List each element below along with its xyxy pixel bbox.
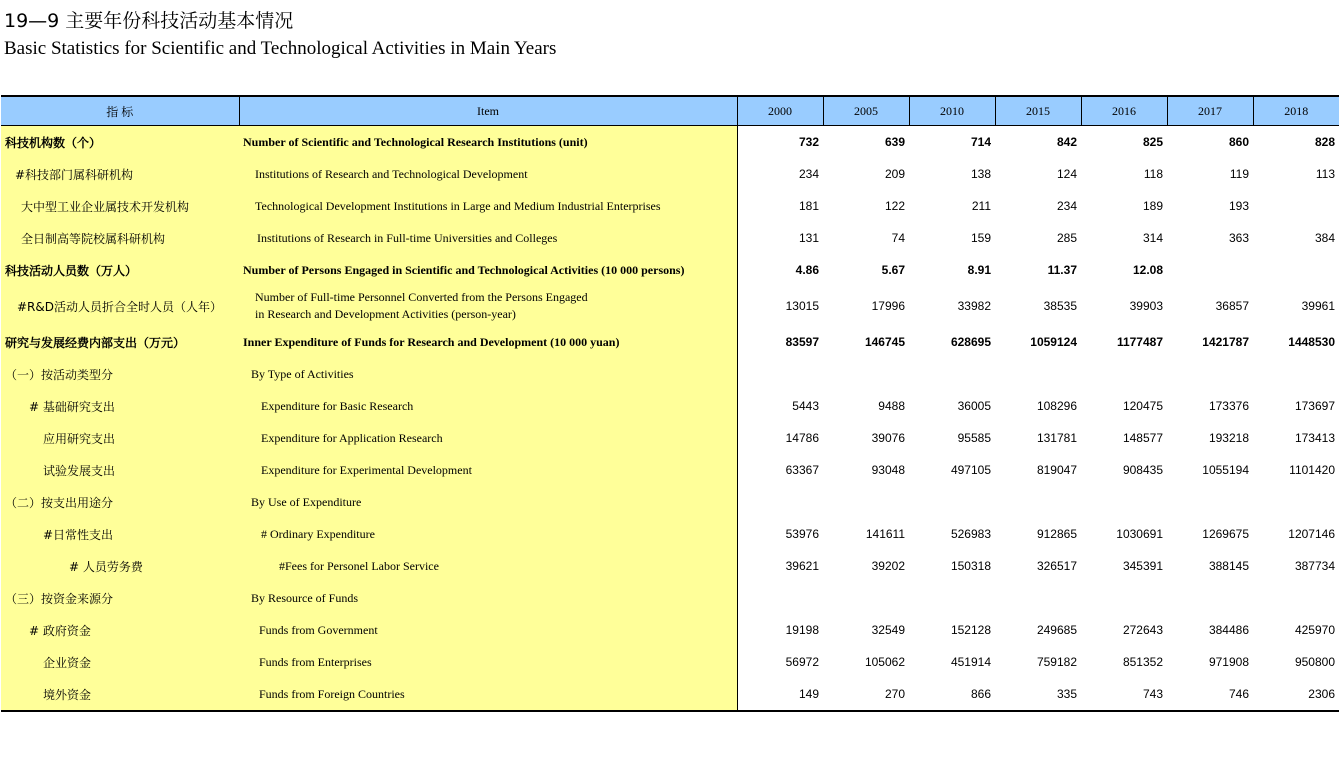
table-row (1, 518, 1339, 550)
indicator-cn-cell: #日常性支出 (1, 518, 239, 550)
value-cell-2018 (1253, 190, 1339, 222)
header-year: 2010 (909, 96, 995, 126)
value-cell-2015: 759182 (1036, 655, 1077, 669)
value-cell-2000: 131 (798, 231, 819, 245)
item-en-cell (239, 326, 737, 358)
value-cell-2016: 39903 (1129, 299, 1163, 313)
header-item: Item (239, 96, 737, 126)
value-cell-2005: 39202 (871, 559, 905, 573)
value-cell-2017: 193218 (1208, 431, 1249, 445)
table-body (1, 126, 1339, 712)
value-cell-2010 (909, 486, 995, 518)
item-en-cell (239, 550, 737, 582)
item-en-cell (239, 358, 737, 390)
item-en-cell (239, 190, 737, 222)
value-cell-2017: 36857 (1215, 299, 1249, 313)
value-cell-2016 (1081, 486, 1167, 518)
value-cell-2015: 842 (1056, 135, 1077, 149)
indicator-cn-cell: 境外资金 (1, 678, 239, 711)
value-cell-2010: 33982 (957, 299, 991, 313)
value-cell-2005: 122 (884, 199, 905, 213)
table-row (1, 646, 1339, 678)
item-en-cell (239, 286, 737, 326)
value-cell-2010: 866 (970, 687, 991, 701)
value-cell-2018: 950800 (1294, 655, 1335, 669)
value-cell-2005: 146745 (864, 335, 905, 349)
item-en-line: Number of Persons Engaged in Scientific and Technological Activities (10 000 persons) (243, 262, 685, 277)
value-cell-2005 (823, 486, 909, 518)
value-cell-2018: 2306 (1308, 687, 1335, 701)
table-row (1, 582, 1339, 614)
indicator-cn-cell: 企业资金 (1, 646, 239, 678)
item-en-line: Number of Full-time Personnel Converted from the Persons Engaged (255, 290, 588, 304)
item-en-cell (239, 454, 737, 486)
value-cell-2015: 1059124 (1030, 335, 1077, 349)
page-subtitle: Basic Statistics for Scientific and Technological Activities in Main Years (4, 38, 557, 59)
header-year: 2018 (1253, 96, 1339, 126)
value-cell-2015: 819047 (1036, 463, 1077, 477)
value-cell-2018: 387734 (1294, 559, 1335, 573)
indicator-cn-cell: 试验发展支出 (1, 454, 239, 486)
statistics-table (1, 95, 1339, 712)
value-cell-2018: 384 (1314, 231, 1335, 245)
item-en-cell (239, 126, 737, 159)
item-en-line: By Resource of Funds (251, 590, 358, 605)
value-cell-2015: 11.37 (1047, 263, 1077, 277)
value-cell-2015: 249685 (1036, 623, 1077, 637)
item-en-line: Institutions of Research in Full-time Universities and Colleges (257, 230, 558, 245)
value-cell-2010 (909, 358, 995, 390)
item-en-cell (239, 222, 737, 254)
item-en-line: By Use of Expenditure (251, 494, 362, 509)
value-cell-2016 (1081, 582, 1167, 614)
value-cell-2018: 1207146 (1288, 527, 1335, 541)
item-en-line: #Fees for Personel Labor Service (279, 558, 439, 573)
value-cell-2010: 8.91 (967, 263, 991, 277)
table-row (1, 326, 1339, 358)
value-cell-2010: 36005 (957, 399, 991, 413)
indicator-cn-cell: # 人员劳务费 (1, 550, 239, 582)
value-cell-2015: 326517 (1036, 559, 1077, 573)
item-en-cell (239, 646, 737, 678)
value-cell-2017: 384486 (1208, 623, 1249, 637)
value-cell-2017: 193 (1228, 199, 1249, 213)
indicator-cn-cell: 全日制高等院校属科研机构 (1, 222, 239, 254)
table-row (1, 390, 1339, 422)
value-cell-2016: 908435 (1122, 463, 1163, 477)
table-row (1, 614, 1339, 646)
value-cell-2016: 118 (1143, 167, 1163, 181)
value-cell-2016: 189 (1142, 199, 1163, 213)
value-cell-2016: 1030691 (1116, 527, 1163, 541)
item-en-line: Funds from Government (259, 622, 378, 637)
item-en-cell (239, 678, 737, 711)
indicator-cn-cell: （二）按支出用途分 (1, 486, 239, 518)
value-cell-2018 (1253, 358, 1339, 390)
table-row (1, 222, 1339, 254)
value-cell-2018: 1101420 (1289, 463, 1335, 477)
indicator-cn-cell: #科技部门属科研机构 (1, 158, 239, 190)
value-cell-2005: 17996 (871, 299, 905, 313)
value-cell-2000: 149 (798, 687, 819, 701)
header-indicator: 指 标 (1, 96, 239, 126)
item-en-line: Institutions of Research and Technological Development (255, 166, 528, 181)
value-cell-2016 (1081, 358, 1167, 390)
indicator-cn-cell: # 政府资金 (1, 614, 239, 646)
item-en-cell (239, 158, 737, 190)
item-en-cell (239, 486, 737, 518)
item-en-line: Expenditure for Basic Research (261, 398, 414, 413)
value-cell-2000: 234 (798, 167, 819, 181)
value-cell-2016: 120475 (1122, 399, 1163, 413)
value-cell-2017: 1421787 (1202, 335, 1249, 349)
header-year: 2015 (995, 96, 1081, 126)
value-cell-2000: 63367 (785, 463, 819, 477)
value-cell-2010: 211 (971, 199, 991, 213)
value-cell-2016: 825 (1142, 135, 1163, 149)
value-cell-2017: 119 (1229, 167, 1249, 181)
item-en-line: Funds from Enterprises (259, 654, 372, 669)
table-row (1, 678, 1339, 711)
value-cell-2000 (737, 582, 823, 614)
value-cell-2015: 912865 (1036, 527, 1077, 541)
value-cell-2015: 285 (1056, 231, 1077, 245)
table-row (1, 254, 1339, 286)
value-cell-2016: 1177487 (1116, 335, 1163, 349)
value-cell-2016: 345391 (1122, 559, 1163, 573)
value-cell-2018 (1253, 486, 1339, 518)
indicator-cn-cell: 科技机构数（个） (1, 126, 239, 159)
value-cell-2016: 743 (1142, 687, 1163, 701)
item-en-cell (239, 422, 737, 454)
value-cell-2016: 851352 (1122, 655, 1163, 669)
value-cell-2010: 526983 (950, 527, 991, 541)
item-en-cell (239, 254, 737, 286)
value-cell-2015: 38535 (1043, 299, 1077, 313)
table-row (1, 190, 1339, 222)
value-cell-2015 (995, 582, 1081, 614)
value-cell-2000: 39621 (785, 559, 819, 573)
indicator-cn-cell: 研究与发展经费内部支出（万元） (1, 326, 239, 358)
value-cell-2000: 14786 (785, 431, 819, 445)
value-cell-2015: 124 (1056, 167, 1077, 181)
table-row (1, 358, 1339, 390)
value-cell-2018: 173413 (1294, 431, 1335, 445)
value-cell-2018: 425970 (1294, 623, 1335, 637)
table-row (1, 454, 1339, 486)
value-cell-2000: 13015 (785, 299, 819, 313)
value-cell-2000 (737, 486, 823, 518)
value-cell-2005 (823, 358, 909, 390)
page-title: 19—9 主要年份科技活动基本情况 (4, 10, 294, 32)
item-en-line: Technological Development Institutions in Large and Medium Industrial Enterprises (255, 198, 661, 213)
value-cell-2005: 209 (884, 167, 905, 181)
item-en-line: Funds from Foreign Countries (259, 686, 405, 701)
value-cell-2017: 1055194 (1202, 463, 1249, 477)
value-cell-2018: 39961 (1301, 299, 1335, 313)
indicator-cn-cell: （一）按活动类型分 (1, 358, 239, 390)
table-row (1, 422, 1339, 454)
value-cell-2016: 12.08 (1132, 263, 1163, 277)
indicator-cn-cell: 大中型工业企业属技术开发机构 (1, 190, 239, 222)
value-cell-2017: 363 (1228, 231, 1249, 245)
value-cell-2017 (1167, 486, 1253, 518)
item-en-line: Expenditure for Experimental Development (261, 462, 472, 477)
value-cell-2018: 113 (1315, 167, 1335, 181)
table-row (1, 158, 1339, 190)
value-cell-2010: 138 (970, 167, 991, 181)
value-cell-2015: 234 (1056, 199, 1077, 213)
header-year: 2000 (737, 96, 823, 126)
value-cell-2010: 714 (970, 135, 991, 149)
value-cell-2000: 181 (798, 199, 819, 213)
indicator-cn-cell: （三）按资金来源分 (1, 582, 239, 614)
value-cell-2005: 93048 (871, 463, 905, 477)
value-cell-2017: 746 (1228, 687, 1249, 701)
value-cell-2015: 131781 (1036, 431, 1077, 445)
table-row (1, 486, 1339, 518)
value-cell-2018 (1253, 254, 1339, 286)
value-cell-2005: 32549 (871, 623, 905, 637)
item-en-line: Expenditure for Application Research (261, 430, 443, 445)
value-cell-2017: 971908 (1208, 655, 1249, 669)
value-cell-2010: 152128 (950, 623, 991, 637)
value-cell-2010 (909, 582, 995, 614)
table-row (1, 286, 1339, 326)
value-cell-2000: 5443 (792, 399, 819, 413)
value-cell-2018: 828 (1314, 135, 1335, 149)
value-cell-2010: 159 (970, 231, 991, 245)
indicator-cn-cell: 科技活动人员数（万人） (1, 254, 239, 286)
indicator-cn-cell: 应用研究支出 (1, 422, 239, 454)
value-cell-2005: 5.67 (881, 263, 905, 277)
value-cell-2005: 105062 (864, 655, 905, 669)
value-cell-2017: 860 (1228, 135, 1249, 149)
table-header-row (1, 96, 1339, 126)
value-cell-2017 (1167, 358, 1253, 390)
value-cell-2005: 39076 (871, 431, 905, 445)
value-cell-2005: 9488 (878, 399, 905, 413)
value-cell-2016: 272643 (1122, 623, 1163, 637)
value-cell-2010: 628695 (950, 335, 991, 349)
value-cell-2005 (823, 582, 909, 614)
value-cell-2010: 95585 (957, 431, 991, 445)
value-cell-2018: 1448530 (1288, 335, 1335, 349)
value-cell-2000: 53976 (785, 527, 819, 541)
item-en-cell (239, 518, 737, 550)
header-year: 2016 (1081, 96, 1167, 126)
indicator-cn-cell: #R&D活动人员折合全时人员（人年） (1, 286, 239, 326)
value-cell-2005: 141611 (865, 527, 905, 541)
value-cell-2005: 74 (891, 231, 905, 245)
value-cell-2015 (995, 358, 1081, 390)
value-cell-2017: 388145 (1208, 559, 1249, 573)
value-cell-2000 (737, 358, 823, 390)
value-cell-2016: 148577 (1122, 431, 1163, 445)
header-year: 2017 (1167, 96, 1253, 126)
indicator-cn-cell: # 基础研究支出 (1, 390, 239, 422)
value-cell-2005: 639 (884, 135, 905, 149)
item-en-line: Number of Scientific and Technological Research Institutions (unit) (243, 134, 588, 149)
item-en-line: in Research and Development Activities (person-year) (255, 307, 516, 321)
value-cell-2015 (995, 486, 1081, 518)
value-cell-2017: 173376 (1208, 399, 1249, 413)
value-cell-2000: 4.86 (795, 263, 819, 277)
value-cell-2017 (1167, 254, 1253, 286)
item-en-cell (239, 390, 737, 422)
value-cell-2015: 108296 (1036, 399, 1077, 413)
value-cell-2000: 732 (798, 135, 819, 149)
value-cell-2000: 83597 (785, 335, 819, 349)
value-cell-2000: 19198 (785, 623, 819, 637)
value-cell-2017: 1269675 (1202, 527, 1249, 541)
item-en-cell (239, 614, 737, 646)
value-cell-2017 (1167, 582, 1253, 614)
value-cell-2005: 270 (884, 687, 905, 701)
value-cell-2010: 150318 (950, 559, 991, 573)
item-en-cell (239, 582, 737, 614)
value-cell-2018: 173697 (1294, 399, 1335, 413)
item-en-line: By Type of Activities (251, 366, 354, 381)
item-en-line: # Ordinary Expenditure (261, 526, 375, 541)
value-cell-2016: 314 (1142, 231, 1163, 245)
value-cell-2015: 335 (1056, 687, 1077, 701)
value-cell-2000: 56972 (785, 655, 819, 669)
value-cell-2010: 497105 (950, 463, 991, 477)
value-cell-2010: 451914 (950, 655, 991, 669)
table-row (1, 126, 1339, 159)
item-en-line: Inner Expenditure of Funds for Research and Development (10 000 yuan) (243, 334, 620, 349)
value-cell-2018 (1253, 582, 1339, 614)
table-row (1, 550, 1339, 582)
header-year: 2005 (823, 96, 909, 126)
